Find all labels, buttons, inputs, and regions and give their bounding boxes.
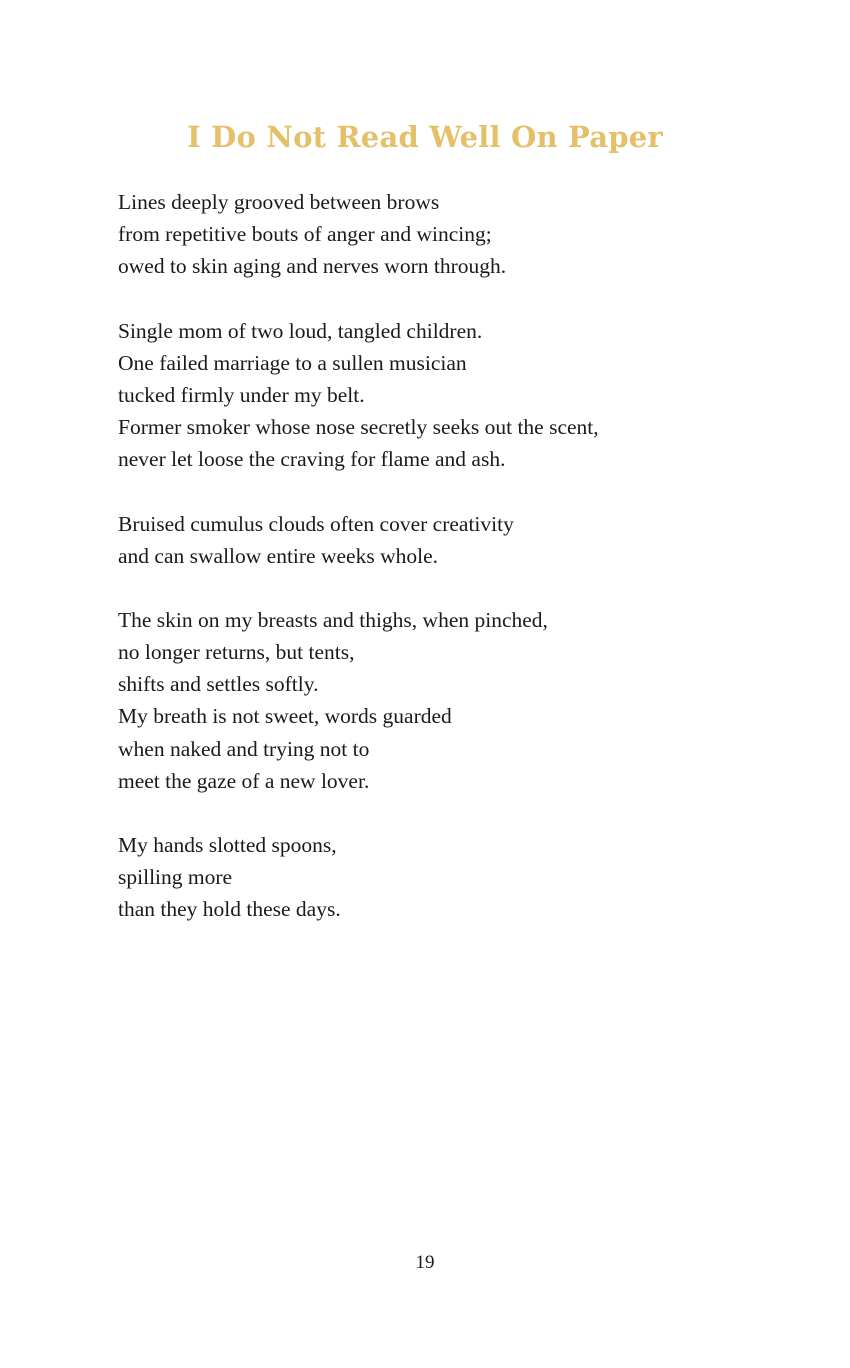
poem-line: Lines deeply grooved between brows: [118, 190, 440, 214]
poem-line: than they hold these days.: [118, 897, 341, 922]
stanza-1: [118, 186, 738, 283]
poem-line: tucked firmly under my belt.: [118, 382, 365, 407]
stanza-4: [118, 604, 738, 797]
stanza-3: [118, 508, 738, 572]
poem-line: Bruised cumulus clouds often cover creativity: [118, 511, 514, 536]
poem-line: never let loose the craving for flame and ash.: [118, 447, 506, 472]
poem-line: Single mom of two loud, tangled children.: [118, 318, 483, 343]
poem-title: I Do Not Read Well On Paper: [187, 120, 663, 154]
stanza-2: [118, 315, 738, 476]
stanza-5: [118, 829, 738, 926]
poem-line: spilling more: [118, 865, 233, 890]
poem-line: My hands slotted spoons,: [118, 833, 337, 857]
poem-line: My breath is not sweet, words guarded: [118, 704, 452, 729]
poem-body: [118, 186, 738, 958]
poem-line: meet the gaze of a new lover.: [118, 768, 370, 793]
poem-line: One failed marriage to a sullen musician: [118, 350, 467, 375]
page-number: 19: [415, 1252, 435, 1273]
poem-line: and can swallow entire weeks whole.: [118, 543, 439, 568]
poem-line: owed to skin aging and nerves worn through.: [118, 254, 507, 279]
poem-line: Former smoker whose nose secretly seeks out the scent,: [118, 415, 599, 440]
poem-line: shifts and settles softly.: [118, 672, 319, 697]
poem-line: from repetitive bouts of anger and wincing;: [118, 222, 492, 247]
poem-line: when naked and trying not to: [118, 736, 370, 761]
poem-line: no longer returns, but tents,: [118, 640, 355, 665]
poem-line: The skin on my breasts and thighs, when pinched,: [118, 607, 548, 632]
